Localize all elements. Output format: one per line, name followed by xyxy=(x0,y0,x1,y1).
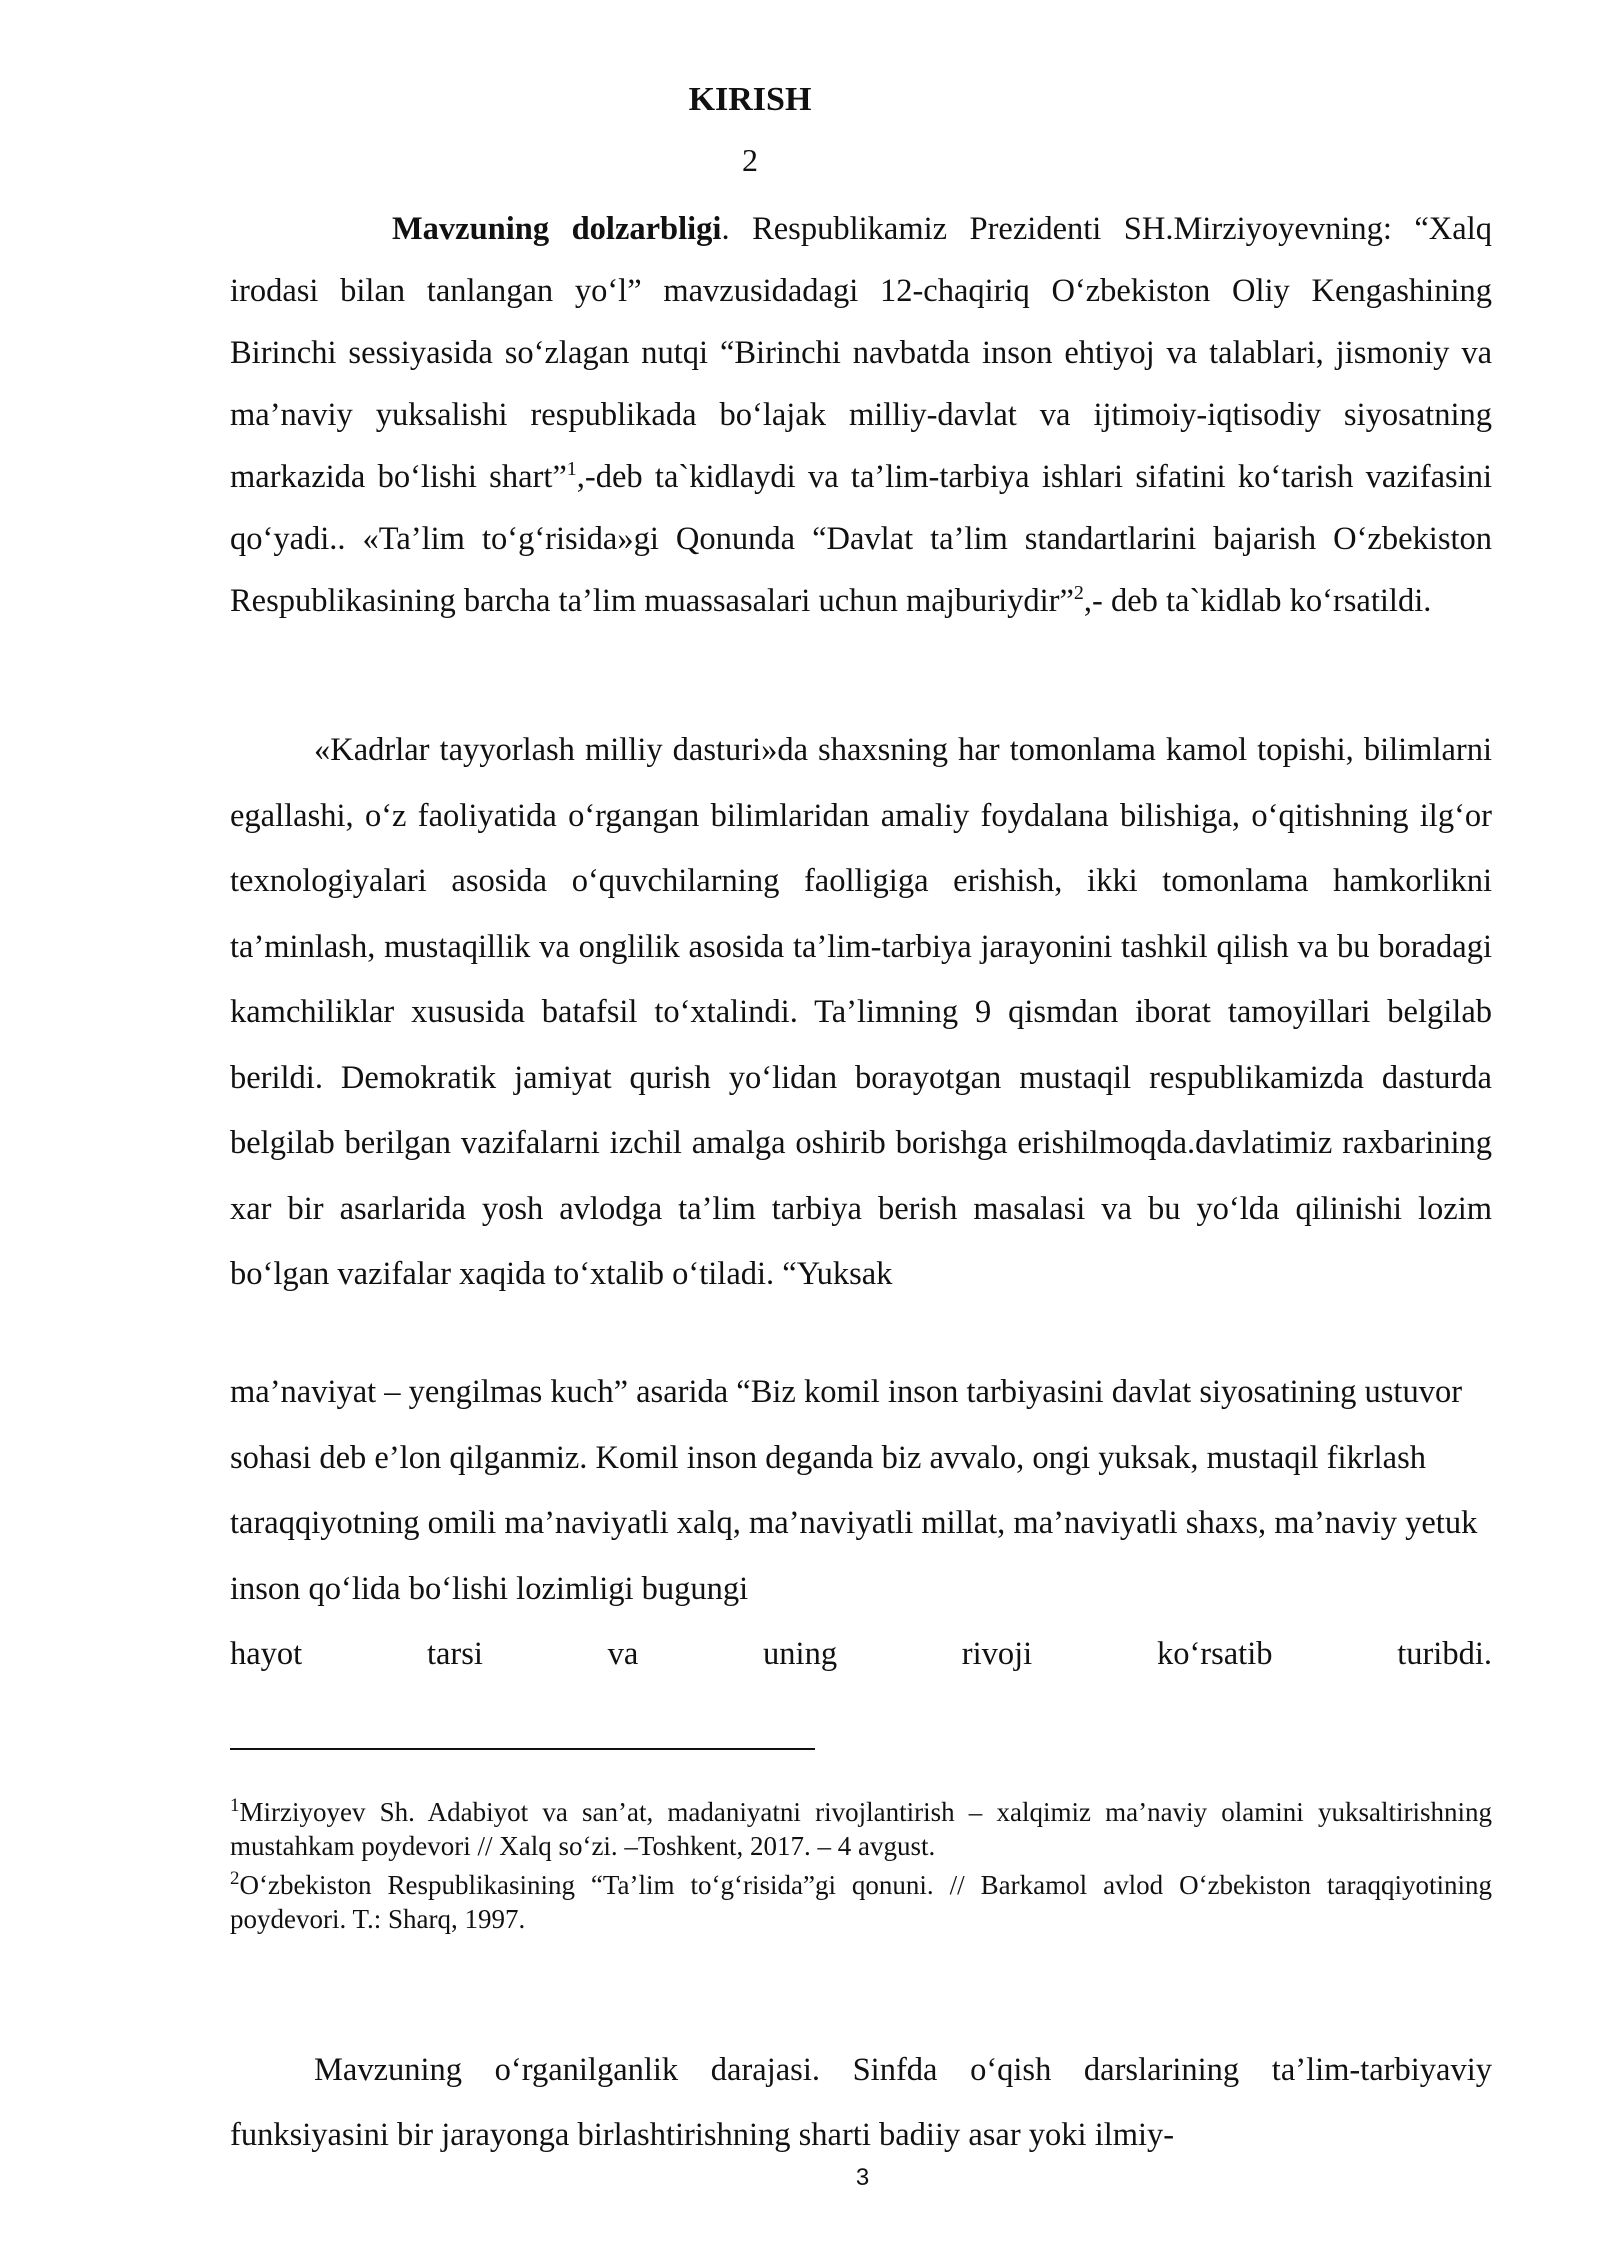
paragraph-3-body: ma’naviyat – yengilmas kuch” asarida “Biz komil inson tarbiyasini davlat siyosatining ustuvor sohasi deb e’lon qilganmiz. Komil inson deganda biz avvalo, ongi yuksak, mustaqil fikrlash taraqqiyotning omili ma’naviyatli xalq, ma’naviyatli millat, ma’naviyatli shaxs, ma’naviy yetuk inson qo‘lida bo‘lishi lozimligi bugungi xyxy=(230,1374,1478,1607)
body-paragraph-3 xyxy=(230,1360,1492,1688)
section-heading: KIRISH xyxy=(688,81,812,118)
body-paragraph-4: Mavzuning o‘rganilganlik darajasi. Sinfda o‘qish darslarining ta’lim-tarbiyaviy funksiyasini bir jarayonga birlashtirishning sharti badiiy asar yoki ilmiy- xyxy=(230,2052,1492,2153)
intro-lead: Mavzuning dolzarbligi xyxy=(392,211,722,247)
footnote-2 xyxy=(230,1868,1492,1936)
footnote-2-marker: 2 xyxy=(230,1868,240,1889)
footnote-1-marker: 1 xyxy=(230,1795,240,1816)
intro-paragraph xyxy=(230,198,1492,632)
footnote-1 xyxy=(230,1795,1492,1863)
footnote-separator xyxy=(230,1748,815,1750)
paragraph-3-last-line: hayot tarsi va uning rivoji ko‘rsatib turibdi. xyxy=(230,1636,1492,1672)
body-paragraph-2: «Kadrlar tayyorlash milliy dasturi»da shaxsning har tomonlama kamol topishi, bilimlarni egallashi, o‘z faoliyatida o‘rgangan bilimlaridan amaliy foydalana bilishiga, o‘qitishning ilg‘or texnologiyalari asosida o‘quvchilarning faolligiga erishish, ikki tomonlama hamkorlikni ta’minlash, mustaqillik va onglilik asosida ta’lim-tarbiya jarayonini tashkil qilish va bu boradagi kamchiliklar xususida batafsil to‘xtalindi. Ta’limning 9 qismdan iborat tamoyillari belgilab berildi. Demokratik jamiyat qurish yo‘lidan borayotgan mustaqil respublikamizda dasturda belgilab berilgan vazifalarni izchil amalga oshirib borishga erishilmoqda.davlatimiz raxbarining xar bir asarlarida yosh avlodga ta’lim tarbiya berish masalasi va bu yo‘lda qilinishi lozim bo‘lgan vazifalar xaqida to‘xtalib o‘tiladi. “Yuksak xyxy=(230,732,1492,1292)
bottom-page-number: 3 xyxy=(855,2164,870,2191)
top-page-number: 2 xyxy=(742,142,758,178)
intro-text-part3: ,- deb ta`kidlab ko‘rsatildi. xyxy=(1083,583,1432,619)
intro-text-part2: ,-deb ta`kidlaydi va ta’lim-tarbiya ishlari sifatini ko‘tarish vazifasini qo‘yadi.. «Ta’lim to‘g‘risida»gi Qonunda “Davlat ta’lim standartlarini bajarish O‘zbekiston Respublikasining barcha ta’lim muassasalari uchun majburiydir” xyxy=(230,459,1492,619)
footnote-1-text: Mirziyoyev Sh. Adabiyot va san’at, madaniyatni rivojlantirish – xalqimiz ma’naviy olamini yuksaltirishning mustahkam poydevori // Xalq so‘zi. –Toshkent, 2017. – 4 avgust. xyxy=(230,1797,1492,1861)
footnote-ref-1[interactable]: 1 xyxy=(566,458,577,481)
footnote-ref-2[interactable]: 2 xyxy=(1073,582,1084,605)
footnote-2-text: O‘zbekiston Respublikasining “Ta’lim to‘g‘risida”gi qonuni. // Barkamol avlod O‘zbekiston taraqqiyotining poydevori. T.: Sharq, 1997. xyxy=(230,1870,1492,1934)
intro-text-part1: . Respublikamiz Prezidenti SH.Mirziyoyevning: “Xalq irodasi bilan tanlangan yo‘l” mavzusidadagi 12-chaqiriq O‘zbekiston Oliy Kengashining Birinchi sessiyasida so‘zlagan nutqi “Birinchi navbatda inson ehtiyoj va talablari, jismoniy va ma’naviy yuksalishi respublikada bo‘lajak milliy-davlat va ijtimoiy-iqtisodiy siyosatning markazida bo‘lishi shart” xyxy=(230,211,1492,495)
